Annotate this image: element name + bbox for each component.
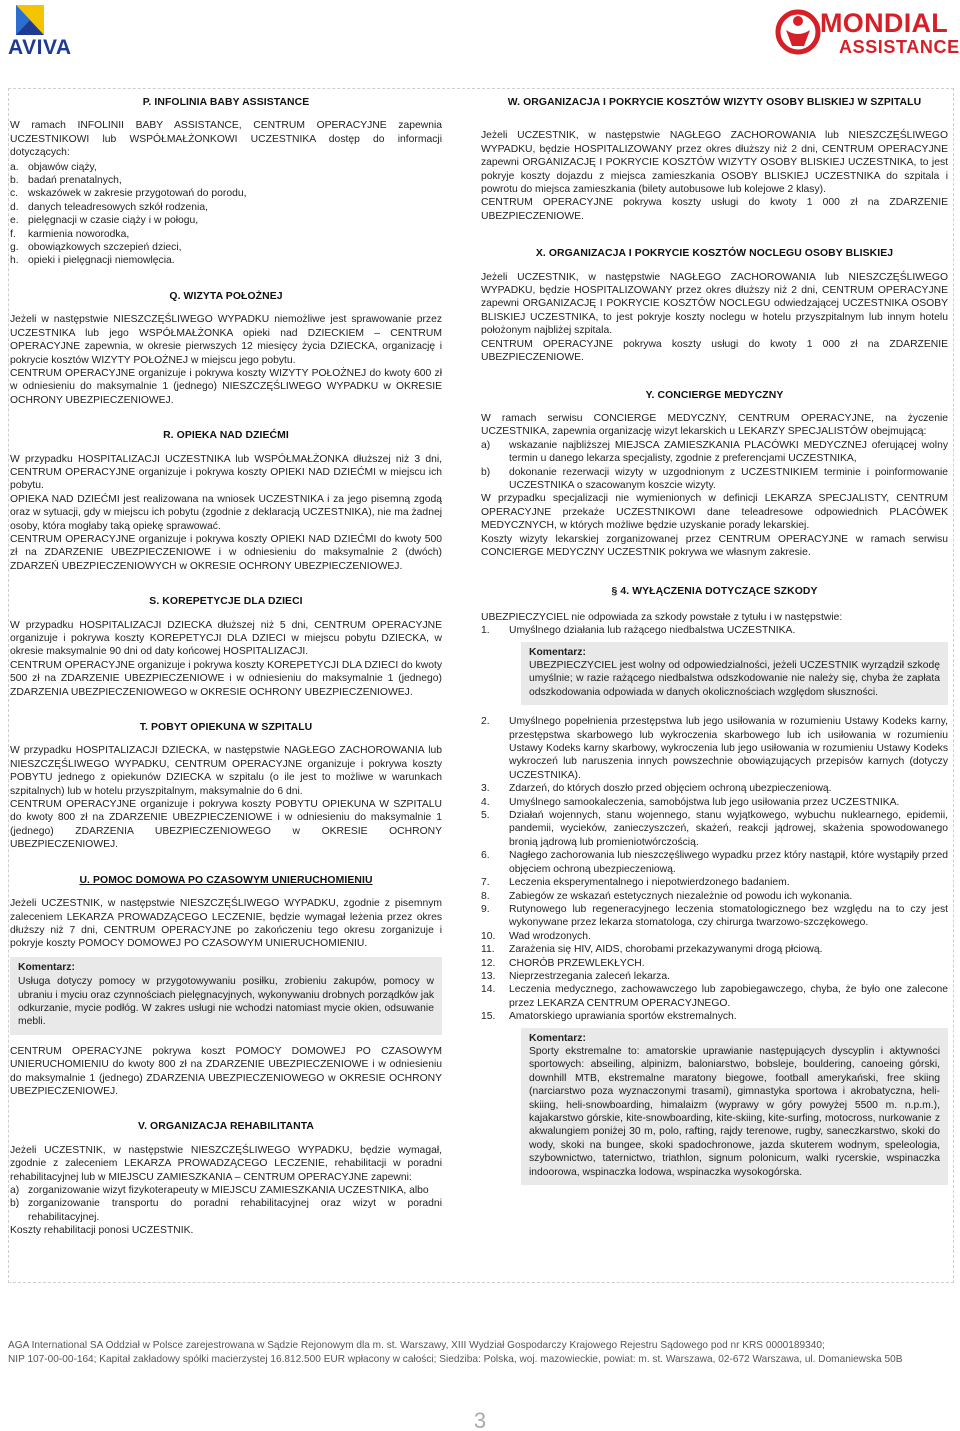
list-marker: 5. [481,810,490,822]
list-marker: d. [10,201,19,213]
list-text: badań prenatalnych, [28,175,122,187]
paragraph: UBEZPIECZYCIEL nie odpowiada za szkody powstałe z tytułu i w następstwie: [481,611,843,623]
list-item [10,254,442,267]
list-item [10,1184,442,1197]
list-text: opieki i pielęgnacji niemowlęcia. [28,255,175,267]
list-marker: 8. [481,890,490,902]
list-text: objawów ciąży, [28,161,97,173]
paragraph: CENTRUM OPERACYJNE organizuje i pokrywa koszty WIZYTY POŁOŻNEJ do kwoty 600 zł w odniesieniu do maksymalnie 1 (jednego) NIESZCZĘŚLIWEGO WYPADKU w OKRESIE OCHRONY UBEZPIECZENIOWEJ. [10,367,442,406]
list-item [481,943,948,956]
section-p [10,96,442,268]
list-text: dokonanie rezerwacji wizyty w uzgodnionym z UCZESTNIKIEM terminie i poinformowanie UCZESTNIKA o szacowanym koszcie wizyty. [509,466,948,491]
komentarz-box [10,957,442,1035]
list-text: Nieprzestrzegania zaleceń lekarza. [509,970,670,982]
section-s [10,595,442,699]
list-item [481,890,948,903]
list-item [10,241,442,254]
page-number: 3 [473,1408,487,1431]
list-marker: e. [10,215,19,227]
right-column [481,96,948,1203]
section-title: R. OPIEKA NAD DZIEĆMI [163,430,289,442]
list-item [481,849,948,876]
section-u [10,874,442,1099]
mondial-logo-text: MONDIAL [820,8,949,38]
list-item [481,809,948,849]
paragraph: Koszty wizyty lekarskiej zorganizowanej przez CENTRUM OPERACYJNE w ramach serwisu CONCIERGE MEDYCZNY UCZESTNIK pokrywa we własnym zakresie. [481,533,948,558]
paragraph: CENTRUM OPERACYJNE pokrywa koszt POMOCY DOMOWEJ PO CZASOWYM UNIERUCHOMIENIU do kwoty 800 zł na ZDARZENIE UBEZPIECZENIOWE i w odniesieniu do maksymalnie 1 (jednego) ZDARZENIA UBEZPIECZENIOWEGO w OKRESIE OCHRONY UBEZPIECZENIOWEJ. [10,1045,442,1097]
list-text: Rutynowego lub regeneracyjnego leczenia stomatologicznego bez względu na to czy jest wykonywane przez lekarza stomatologa, czy chirurga twarzowo-szczękowego. [509,903,948,929]
list-marker: f. [10,228,16,240]
list-item [481,957,948,970]
paragraph: CENTRUM OPERACYJNE organizuje i pokrywa koszty OPIEKI NAD DZIEĆMI do kwoty 500 zł na ZDARZENIE UBEZPIECZENIOWE i w odniesieniu do maksymalnie 2 (dwóch) ZDARZEŃ UBEZPIECZENIOWYCH w OKRESIE OCHRONY UBEZPIECZENIOWEJ. [10,533,442,572]
paragraph: Jeżeli w następstwie NIESZCZĘŚLIWEGO WYPADKU niemożliwe jest sprawowanie przez UCZESTNIKA lub jego WSPÓŁMAŁŻONKA opieki nad DZIECKIEM – CENTRUM OPERACYJNE zapewnia, w okresie pierwszych 12 miesięcy życia DZIECKA, organizację i pokrycie kosztów WIZYTY POŁOŻNEJ w miejscu jego pobytu. [10,314,442,366]
section-title: Y. CONCIERGE MEDYCZNY [645,389,784,401]
list-text: Amatorskiego uprawiania sportów ekstremalnych. [509,1011,737,1023]
komentarz-title: Komentarz: [529,1032,586,1044]
page-footer [8,1339,952,1366]
paragraph: W przypadku specjalizacji nie wymienionych w definicji LEKARZA SPECJALISTY, CENTRUM OPERACYJNE przekaże UCZESTNIKOWI dane teleadresowe odpowiednich PLACÓWEK MEDYCZNYCH, w których możliwe będzie uzyskanie porady lekarskiej. [481,493,948,532]
list-item [481,970,948,983]
section-4 [481,585,948,1185]
list-text: Zdarzeń, do których doszło przed objęciem ochroną ubezpieczeniową. [509,783,832,795]
paragraph: Koszty rehabilitacji ponosi UCZESTNIK. [10,1225,194,1237]
paragraph: CENTRUM OPERACYJNE pokrywa koszty usługi do kwoty 1 000 zł na ZDARZENIE UBEZPIECZENIOWE. [481,338,948,364]
list-item [481,439,948,466]
section-title: § 4. WYŁĄCZENIA DOTYCZĄCE SZKODY [611,586,818,598]
paragraph: Jeżeli UCZESTNIK, w następstwie NAGŁEGO ZACHOROWANIA lub NIESZCZĘŚLIWEGO WYPADKU, będzie HOSPITALIZOWANY przez okres dłuższy niż 2 dni, CENTRUM OPERACYJNE zapewni ORGANIZACJĘ I POKRYCIE KOSZTÓW NOCLEGU odwiedzającej UCZESTNIKA OSOBY BLISKIEJ UCZESTNIKA, to jest pokryje koszty noclegu w hotelu przyszpitalnym lub innym hotelu położonym najbliżej szpitala. [481,271,948,337]
footer-line: AGA International SA Oddział w Polsce zarejestrowana w Sądzie Rejonowym dla m. st. Warszawy, XIII Wydział Gospodarczy Krajowego Rejestru Sądowego pod nr KRS 0000189340; [8,1340,825,1351]
list-text: pielęgnacji w czasie ciąży i w połogu, [28,215,199,227]
list-item [10,228,442,241]
list-item [10,201,442,214]
list-marker: c. [10,188,19,200]
paragraph: OPIEKA NAD DZIEĆMI jest realizowana na wniosek UCZESTNIKA i za jego pisemną zgodą oraz w sytuacji, gdy w miejscu ich pobytu (zgodnie z deklaracją UCZESTNIKA), nie ma żadnej osoby, która mogłaby taką opiekę sprawować. [10,493,442,532]
paragraph: Jeżeli UCZESTNIK, w następstwie NAGŁEGO ZACHOROWANIA lub NIESZCZĘŚLIWEGO WYPADKU, będzie HOSPITALIZOWANY przez okres dłuższy niż 2 dni, CENTRUM OPERACYJNE zapewni ORGANIZACJĘ I POKRYCIE KOSZTÓW WIZYTY OSOBY BLISKIEJ UCZESTNIKA, to jest pokryje koszty dojazdu z miejsca zamieszkania OSOBY BLISKIEJ UCZESTNIKA do szpitala i powrotu do miejsca zamieszkania (bilety autobusowe lub kolejowe 2 klasy). [481,130,948,196]
list-item [481,1010,948,1023]
paragraph: Jeżeli UCZESTNIK, w następstwie NIESZCZĘŚLIWEGO WYPADKU, będzie wymagał, zgodnie z zaleceniem LEKARZA PROWADZĄCEGO LECZENIE, rehabilitacji w poradni rehabilitacyjnej lub w MIEJSCU ZAMIESZKANIA – CENTRUM OPERACYJNE zapewni: [10,1144,442,1183]
section-title: P. INFOLINIA BABY ASSISTANCE [142,97,310,108]
page-header [0,0,960,66]
aviva-logo-text: AVIVA [8,36,72,59]
list [481,439,948,493]
list-marker: a) [10,1185,20,1196]
list-marker: 2. [481,716,490,728]
section-title: W. ORGANIZACJA I POKRYCIE KOSZTÓW WIZYTY OSOBY BLISKIEJ W SZPITALU [507,97,922,108]
list-item [10,214,442,227]
list-item [10,187,442,200]
paragraph: W ramach serwisu CONCIERGE MEDYCZNY, CENTRUM OPERACYJNE, na życzenie UCZESTNIKA, zapewnia organizację wizyt lekarskich u LEKARZY SPECJALISTÓW obejmującą: [481,412,948,438]
list-text: Leczenia medycznego, zachowawczego lub zapobiegawczego, chyba, że było one zalecone przez LEKARZA CENTRUM OPERACYJNEGO. [509,984,948,1009]
list-text: danych teleadresowych szkół rodzenia, [28,201,208,213]
list-marker: 9. [481,903,490,915]
list [10,161,442,268]
list-text: Zabiegów ze wskazań estetycznych niezależnie od powodu ich wykonania. [509,890,853,902]
list-text: Wad wrodzonych. [509,930,591,942]
list-marker: g. [10,242,19,254]
list-item [10,174,442,187]
list-text: wskazanie najbliższej MIEJSCA ZAMIESZKANIA PLACÓWKI MEDYCZNEJ oferującej wolny termin u danego lekarza specjalisty, zgodnie z preferencjami UCZESTNIKA, [509,439,948,465]
list-text: Leczenia eksperymentalnego i niepotwierdzonego badaniem. [509,877,790,889]
paragraph: Jeżeli UCZESTNIK, w następstwie NIESZCZĘŚLIWEGO WYPADKU, zgodnie z pisemnym zaleceniem LEKARZA PROWADZĄCEGO LECZENIE, będzie wymagał leżenia przez okres dłuższy niż 7 dni, CENTRUM OPERACYJNE po zakończeniu tego okresu zorganizuje i pokryje koszty POMOCY DOMOWEJ PO CZASOWYM UNIERUCHOMIENIU. [10,898,442,950]
list-item [481,466,948,493]
section-t [10,721,442,852]
section-y [481,389,948,560]
paragraph: W ramach INFOLINII BABY ASSISTANCE, CENTRUM OPERACYJNE zapewnia UCZESTNIKOWI lub WSPÓŁMAŁŻONKOWI UCZESTNIKA dostęp do informacji dotyczących: [10,120,442,159]
list-item [481,876,948,889]
komentarz-text: Sporty ekstremalne to: amatorskie uprawianie następujących dyscyplin i aktywności sportowych: abseiling, alpinizm, baloniarstwo, bobsleje, bouldering, canoeing górski, downhill MTB, ekstremalne maratony biegowe, football amerykański, free skiing (narciarstwo poza wyznaczonymi trasami), gimnastyka sportowa i akrobatyczna, heli-skiing, heli-snowboarding, himalaizm (wyprawy w góry powyżej 5500 m. n.p.m.), kajakarstwo górskie, kite-snowboarding, kite-skiing, kite-surfing, motocross, nurkowanie z akwalungiem poniżej 30 m, polo, rafting, rajdy terenowe, rugby, saneczkarstwo, skoki do wody, skoki na bungee, skoki spadochronowe, jazda skuterem wodnym, speleologia, szybownictwo, taternictwo, triathlon, signum polonicum, walki rycerskie, wspinaczka indoorowa, wspinaczka lodowa, wspinaczka wysokogórska. [529,1045,940,1178]
list-item [10,1197,442,1224]
section-r [10,429,442,573]
list-item [481,796,948,809]
list-marker: 10. [481,930,496,942]
list-item [481,782,948,795]
paragraph: CENTRUM OPERACYJNE pokrywa koszty usługi do kwoty 1 000 zł na ZDARZENIE UBEZPIECZENIOWE. [481,197,948,222]
left-column [10,96,442,1256]
section-w [481,96,948,223]
footer-line: NIP 107-00-00-164; Kapitał zakładowy spółki macierzystej 16.812.500 EUR wpłacony w całości; Siedziba: Polska, woj. mazowieckie, powiat: m. st. Warszawa, 02-672 Warszawa, ul. Domaniewska 50B [8,1353,903,1365]
list-text: zorganizowanie wizyt fizykoterapeuty w MIEJSCU ZAMIESZKANIA UCZESTNIKA, albo [28,1185,429,1196]
list-marker: 4. [481,796,490,808]
list [481,715,948,1023]
list-marker: h. [10,255,19,267]
list-marker: 6. [481,850,490,862]
list-text: wskazówek w zakresie przygotowań do porodu, [28,188,247,200]
list-marker: a. [10,161,19,173]
list-item [481,903,948,930]
list-marker: 1. [481,625,490,637]
list [481,624,948,637]
list-marker: 12. [481,957,496,969]
list-text: Zarażenia się HIV, AIDS, chorobami przekazywanymi drogą płciową. [509,944,823,956]
section-title: T. POBYT OPIEKUNA W SZPITALU [139,722,313,734]
komentarz-box [521,1028,948,1185]
list-marker: 7. [481,877,490,889]
list-text: obowiązkowych szczepień dzieci, [28,242,182,254]
section-title: U. POMOC DOMOWA PO CZASOWYM UNIERUCHOMIENIU [79,874,373,886]
section-title: Q. WIZYTA POŁOŻNEJ [169,290,283,302]
list-text: Umyślnego działania lub rażącego niedbalstwa UCZESTNIKA. [509,625,796,637]
paragraph: W przypadku HOSPITALIZACJI UCZESTNIKA lub WSPÓŁMAŁŻONKA dłuższej niż 3 dni, CENTRUM OPERACYJNE organizuje i pokrywa koszty OPIEKI NAD DZIEĆMI w miejscu ich pobytu. [10,453,442,492]
mondial-logo-subtext: ASSISTANCE [839,37,960,57]
list-item [481,715,948,782]
list-item [481,983,948,1010]
komentarz-title: Komentarz: [529,646,586,658]
list-marker: b) [10,1198,20,1210]
paragraph: W przypadku HOSPITALIZACJI DZIECKA, w następstwie NAGŁEGO ZACHOROWANIA lub NIESZCZĘŚLIWEGO WYPADKU, CENTRUM OPERACYJNE organizuje i pokrywa koszty POBYTU jednego z opiekunów DZIECKA w szpitalu (o ile jest to możliwe w warunkach szpitalnych) lub w hotelu przyszpitalnym, maksymalnie do 6 dni. [10,745,442,797]
list-text: Nagłego zachorowania lub nieszczęśliwego wypadku przez który nastąpił, które wystąpiły przed objęciem ochroną ubezpieczeniową. [509,850,948,875]
list-text: zorganizowanie transportu do poradni rehabilitacyjnej oraz wizyt w poradni rehabilitacyjnej. [28,1198,442,1223]
list-text: karmienia noworodka, [28,228,130,240]
paragraph: CENTRUM OPERACYJNE organizuje i pokrywa koszty KOREPETYCJI DLA DZIECI do kwoty 500 zł na ZDARZENIE UBEZPIECZENIOWE i w odniesieniu do maksymalnie 1 (jednego) ZDARZENIA UBEZPIECZENIOWEGO w OKRESIE OCHRONY UBEZPIECZENIOWEJ. [10,659,442,698]
section-title: X. ORGANIZACJA I POKRYCIE KOSZTÓW NOCLEGU OSOBY BLISKIEJ [535,248,894,260]
paragraph: CENTRUM OPERACYJNE organizuje i pokrywa koszty POBYTU OPIEKUNA W SZPITALU do kwoty 800 zł na ZDARZENIE UBEZPIECZENIOWE i w odniesieniu do maksymalnie 1 (jednego) ZDARZENIA UBEZPIECZENIOWEGO w OKRESIE OCHRONY UBEZPIECZENIOWEJ. [10,799,442,851]
list-item [481,930,948,943]
list-item [10,161,442,174]
list-marker: 3. [481,783,490,795]
komentarz-title: Komentarz: [18,961,75,973]
section-title: S. KOREPETYCJE DLA DZIECI [149,596,303,608]
komentarz-text: UBEZPIECZYCIEL jest wolny od odpowiedzialności, jeżeli UCZESTNIK wyrządził szkodę umyślnie; w razie rażącego niedbalstwa odszkodowanie nie należy się, chyba że zapłata odszkodowania odpowiada w danych okolicznościach względom słuszności. [529,660,940,698]
list-item [481,624,948,637]
list [10,1184,442,1224]
list-marker: 11. [481,944,495,956]
list-text: CHORÓB PRZEWLEKŁYCH. [509,957,645,969]
section-title: V. ORGANIZACJA REHABILITANTA [138,1121,314,1133]
list-marker: b) [481,466,491,478]
list-marker: a) [481,439,491,451]
list-marker: 15. [481,1011,496,1023]
section-v [10,1120,442,1237]
list-marker: 14. [481,984,496,996]
section-x [481,247,948,364]
list-marker: b. [10,175,19,187]
section-q [10,290,442,407]
paragraph: W przypadku HOSPITALIZACJI DZIECKA dłuższej niż 5 dni, CENTRUM OPERACYJNE organizuje i pokrywa koszty KOREPETYCJI DLA DZIECI w miejscu pobytu DZIECKA, w okresie maksymalnie 90 dni od daty końcowej HOSPITALIZACJI. [10,619,442,658]
komentarz-text: Usługa dotyczy pomocy w przygotowywaniu posiłku, zrobieniu zakupów, pomocy w ubraniu i myciu oraz czynnościach pielęgnacyjnych, wykonywaniu drobnych porządków jak odkurzanie, mycie podłóg. W zakres usługi nie wchodzi natomiast mycie okien, odsuwanie mebli. [18,976,434,1028]
list-marker: 13. [481,970,496,982]
komentarz-box [521,642,948,706]
list-text: Działań wojennych, stanu wojennego, stanu wyjątkowego, wybuchu nuklearnego, epidemii, pandemii, wycieków, zanieczyszczeń, skażeń, reakcji jądrowej, skażenia spowodowanego bronią jądrową lub promieniotwórczością. [509,810,948,848]
list-text: Umyślnego samookaleczenia, samobójstwa lub jego usiłowania przez UCZESTNIKA. [509,796,900,808]
list-text: Umyślnego popełnienia przestępstwa lub jego usiłowania w rozumieniu Ustawy Kodeks karny, przestępstwa skarbowego lub wykroczenia skarbowego lub ich usiłowania w rozumieniu Ustawy Kodeks karny skarbowy, wykroczenia lub jego usiłowania w rozumieniu Ustawy Kodeks wykroczeń lub naruszenia innych powszechnie obowiązujących przepisów karnych (dotyczy UCZESTNIKA). [509,716,948,781]
